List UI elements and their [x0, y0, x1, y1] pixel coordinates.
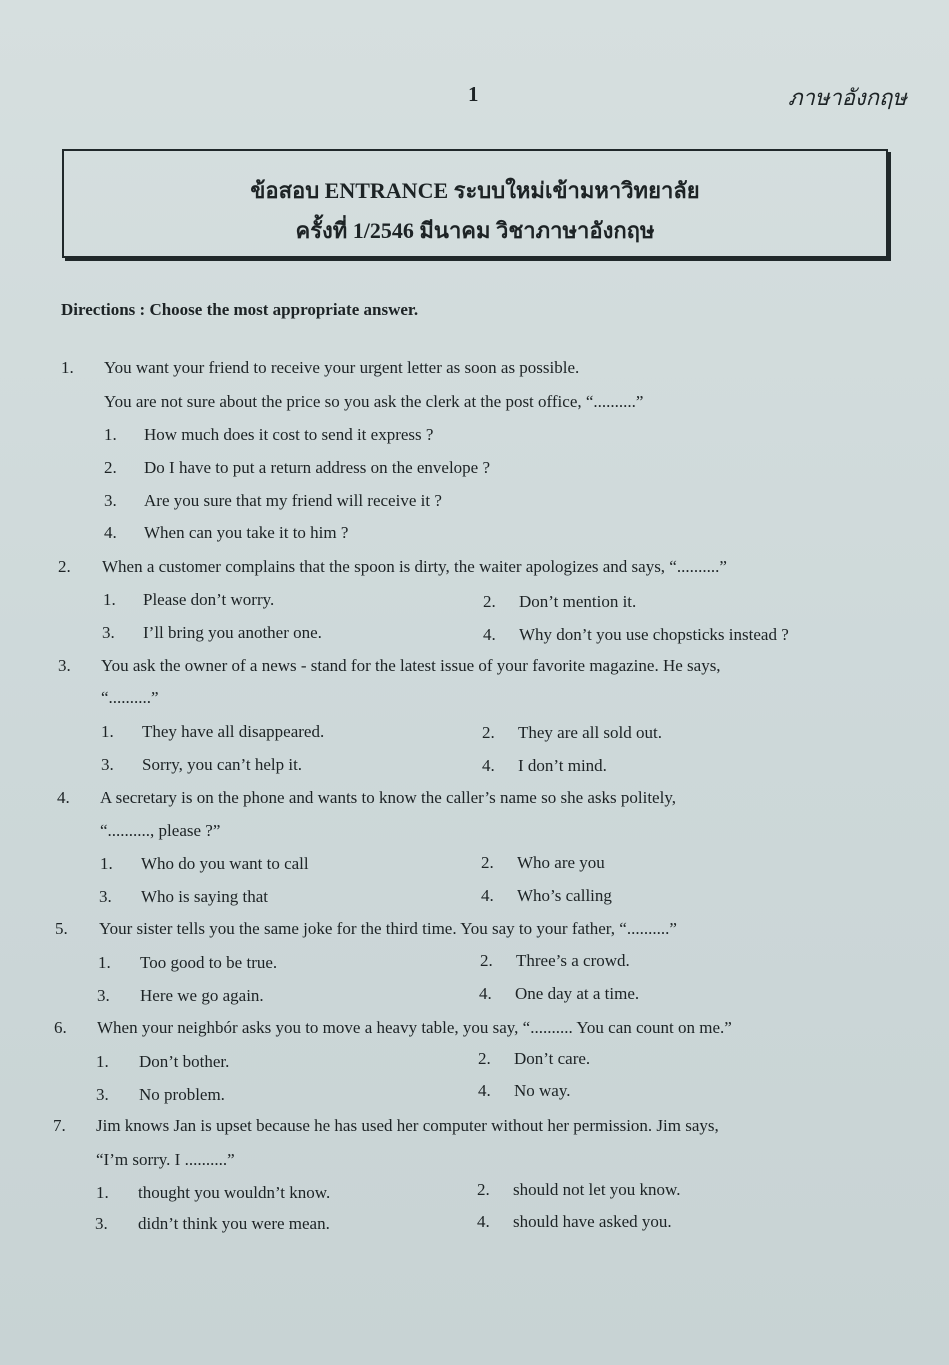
- option-number: 2.: [104, 458, 117, 477]
- subject-header: ภาษาอังกฤษ: [788, 85, 907, 110]
- question-text: Your sister tells you the same joke for the third time. You say to your father, “..........”: [99, 919, 677, 938]
- question-number: 6.: [54, 1018, 67, 1037]
- option-number: 2.: [477, 1180, 490, 1199]
- option-text: They are all sold out.: [518, 723, 662, 742]
- option-text: I don’t mind.: [518, 756, 607, 775]
- option-text: Why don’t you use chopsticks instead ?: [519, 625, 789, 644]
- option-number: 3.: [99, 887, 112, 906]
- option-text: should not let you know.: [513, 1180, 681, 1199]
- option-text: No problem.: [139, 1085, 225, 1104]
- title-line-1: ข้อสอบ ENTRANCE ระบบใหม่เข้ามหาวิทยาลัย: [250, 178, 700, 203]
- option-number: 4.: [479, 984, 492, 1003]
- question-text: You ask the owner of a news - stand for the latest issue of your favorite magazine. He says,: [101, 656, 721, 675]
- option-number: 4.: [481, 886, 494, 905]
- question-number: 1.: [61, 358, 74, 377]
- question-number: 2.: [58, 557, 71, 576]
- option-text: Three’s a crowd.: [516, 951, 630, 970]
- question-number: 7.: [53, 1116, 66, 1135]
- option-text: Don’t mention it.: [519, 592, 637, 611]
- question-text: When your neighbór asks you to move a heavy table, you say, “.......... You can count on me.”: [97, 1018, 732, 1037]
- option-text: should have asked you.: [513, 1212, 672, 1231]
- question-text: You want your friend to receive your urgent letter as soon as possible.: [104, 358, 580, 377]
- title-box: [62, 149, 888, 258]
- question-text: “..........”: [101, 688, 159, 707]
- option-number: 2.: [481, 853, 494, 872]
- option-number: 4.: [477, 1212, 490, 1231]
- option-number: 2.: [483, 592, 496, 611]
- option-number: 3.: [101, 755, 114, 774]
- option-text: Sorry, you can’t help it.: [142, 755, 303, 774]
- option-text: Who’s calling: [517, 886, 612, 905]
- option-number: 1.: [96, 1052, 109, 1071]
- option-number: 4.: [104, 523, 117, 542]
- option-text: They have all disappeared.: [142, 722, 325, 741]
- option-text: didn’t think you were mean.: [138, 1214, 330, 1233]
- option-number: 1.: [104, 425, 117, 444]
- question-text: “.........., please ?”: [100, 821, 221, 840]
- option-text: One day at a time.: [515, 984, 640, 1003]
- option-text: thought you wouldn’t know.: [138, 1183, 331, 1202]
- option-text: Too good to be true.: [140, 953, 278, 972]
- directions: Directions : Choose the most appropriate answer.: [61, 300, 419, 319]
- option-number: 3.: [97, 986, 110, 1005]
- option-number: 2.: [478, 1049, 491, 1068]
- option-number: 3.: [104, 491, 117, 510]
- question-text: “I’m sorry. I ..........”: [96, 1150, 235, 1169]
- option-text: Who do you want to call: [141, 854, 309, 873]
- option-text: I’ll bring you another one.: [143, 623, 322, 642]
- option-number: 1.: [98, 953, 111, 972]
- option-text: Don’t bother.: [139, 1052, 230, 1071]
- option-number: 1.: [103, 590, 116, 609]
- option-text: Here we go again.: [140, 986, 264, 1005]
- option-text: Don’t care.: [514, 1049, 591, 1068]
- option-number: 3.: [95, 1214, 108, 1233]
- option-number: 2.: [482, 723, 495, 742]
- option-text: Are you sure that my friend will receive it ?: [144, 491, 442, 510]
- option-number: 3.: [102, 623, 115, 642]
- option-text: Do I have to put a return address on the envelope ?: [144, 458, 491, 477]
- option-number: 3.: [96, 1085, 109, 1104]
- option-text: No way.: [514, 1081, 571, 1100]
- question-text: A secretary is on the phone and wants to know the caller’s name so she asks politely,: [100, 788, 676, 807]
- question-text: When a customer complains that the spoon is dirty, the waiter apologizes and says, “..........”: [102, 557, 727, 576]
- question-number: 4.: [57, 788, 70, 807]
- question-number: 3.: [58, 656, 71, 675]
- option-number: 2.: [480, 951, 493, 970]
- option-number: 4.: [482, 756, 495, 775]
- option-number: 1.: [96, 1183, 109, 1202]
- option-number: 1.: [100, 854, 113, 873]
- question-text: You are not sure about the price so you ask the clerk at the post office, “..........”: [104, 392, 644, 411]
- option-text: How much does it cost to send it express ?: [144, 425, 434, 444]
- option-number: 4.: [478, 1081, 491, 1100]
- title-line-2: ครั้งที่ 1/2546 มีนาคม วิชาภาษาอังกฤษ: [295, 218, 655, 243]
- page-number: 1: [468, 82, 479, 106]
- option-text: Please don’t worry.: [143, 590, 275, 609]
- option-text: When can you take it to him ?: [144, 523, 349, 542]
- option-number: 4.: [483, 625, 496, 644]
- option-number: 1.: [101, 722, 114, 741]
- question-text: Jim knows Jan is upset because he has used her computer without her permission. Jim says,: [96, 1116, 719, 1135]
- option-text: Who are you: [517, 853, 605, 872]
- option-text: Who is saying that: [141, 887, 269, 906]
- question-number: 5.: [55, 919, 68, 938]
